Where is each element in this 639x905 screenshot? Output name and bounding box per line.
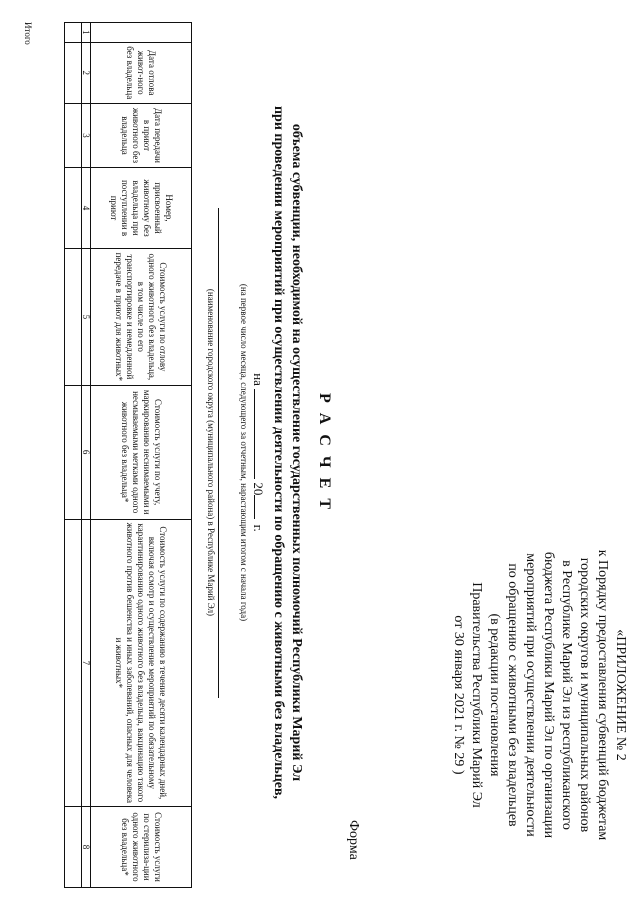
appendix-line: (в редакции постановления	[487, 613, 502, 777]
appendix-line: от 30 января 2021 г. № 29 )	[451, 615, 466, 775]
appendix-line: мероприятий при осуществлении деятельности	[523, 553, 538, 837]
subtitle-line: при проведении мероприятий при осуществлении деятельности по обращению с животными без владельцев,	[271, 105, 286, 800]
table-cell	[65, 168, 82, 249]
appendix-line: «ПРИЛОЖЕНИЕ № 2	[613, 629, 628, 761]
appendix-line: Правительства Республики Марий Эл	[469, 582, 484, 808]
table-cell	[65, 103, 82, 167]
column-number: 6	[82, 385, 91, 519]
date-blank	[254, 389, 267, 479]
table-cell	[65, 385, 82, 519]
column-number: 7	[82, 519, 91, 806]
date-prefix: на	[251, 373, 266, 386]
column-header: Стоимость услуги по содержанию в течение десяти календарных дней, включая осмотр и осуществление мероприятий по обязательному карантинированию одного животного без владельца, вакцинацию такого животного против бешенства и иных заболеваний, опасных для человека и животных*	[91, 519, 192, 806]
column-number: 2	[82, 42, 91, 103]
column-number-row	[82, 23, 91, 888]
column-number: 8	[82, 807, 91, 888]
column-number: 1	[82, 23, 91, 43]
table-cell	[65, 519, 82, 806]
column-header: Дата передачи в приют животного без владельца	[91, 103, 192, 167]
appendix-block	[449, 515, 629, 875]
column-header: Стоимость услуги по стерилиза-ции одного животного без владельца*	[91, 807, 192, 888]
year-suffix: г.	[251, 524, 266, 532]
document-title: Р А С Ч Е Т	[316, 393, 333, 512]
calculation-table	[64, 22, 192, 888]
column-number: 5	[82, 248, 91, 385]
total-label: Итого	[23, 22, 33, 45]
region-note: (наименование городского округа (муниципального района) в Республике Марий Эл)	[206, 288, 216, 617]
column-number: 4	[82, 168, 91, 249]
table-header-row	[91, 23, 192, 888]
form-label: Форма	[346, 820, 361, 860]
column-header: Номер, присвоенный животному без владельца при поступлении в приют	[91, 168, 192, 249]
column-header: Стоимость услуги по учету, маркированию неснимаемыми и несмываемыми метками одного животного без владельца*	[91, 385, 192, 519]
subtitle-line: объема субвенции, необходимой на осуществление государственных полномочий Республики Марий Эл	[289, 123, 304, 782]
table-row	[65, 23, 82, 888]
table-cell	[65, 248, 82, 385]
column-header	[91, 23, 192, 43]
appendix-line: бюджета Республики Марий Эл по организации	[541, 551, 556, 839]
year-blank	[254, 495, 267, 519]
table-cell	[65, 807, 82, 888]
column-number: 3	[82, 103, 91, 167]
appendix-line: городских округов и муниципальных районов	[577, 557, 592, 833]
table-cell	[65, 42, 82, 103]
column-header: Дата отлова живот-ного без владельца	[91, 42, 192, 103]
date-line	[250, 0, 267, 905]
appendix-line: по обращению с животными без владельцев	[505, 563, 520, 827]
document-subtitle	[269, 10, 305, 895]
table-cell	[65, 23, 82, 43]
column-header: Стоимость услуги по отлову одного животного без владельца, в том числе по его транспортировке и немедленной передаче в приют для животных*	[91, 248, 192, 385]
appendix-line: к Порядку предоставления субвенций бюджетам	[595, 549, 610, 841]
date-note: (на первое число месяца, следующего за отчетным, нарастающим итогом с начала года)	[239, 283, 249, 622]
appendix-line: в Республике Марий Эл из республиканского	[559, 560, 574, 830]
region-underline	[218, 208, 219, 698]
year-prefix: 20	[251, 482, 266, 496]
